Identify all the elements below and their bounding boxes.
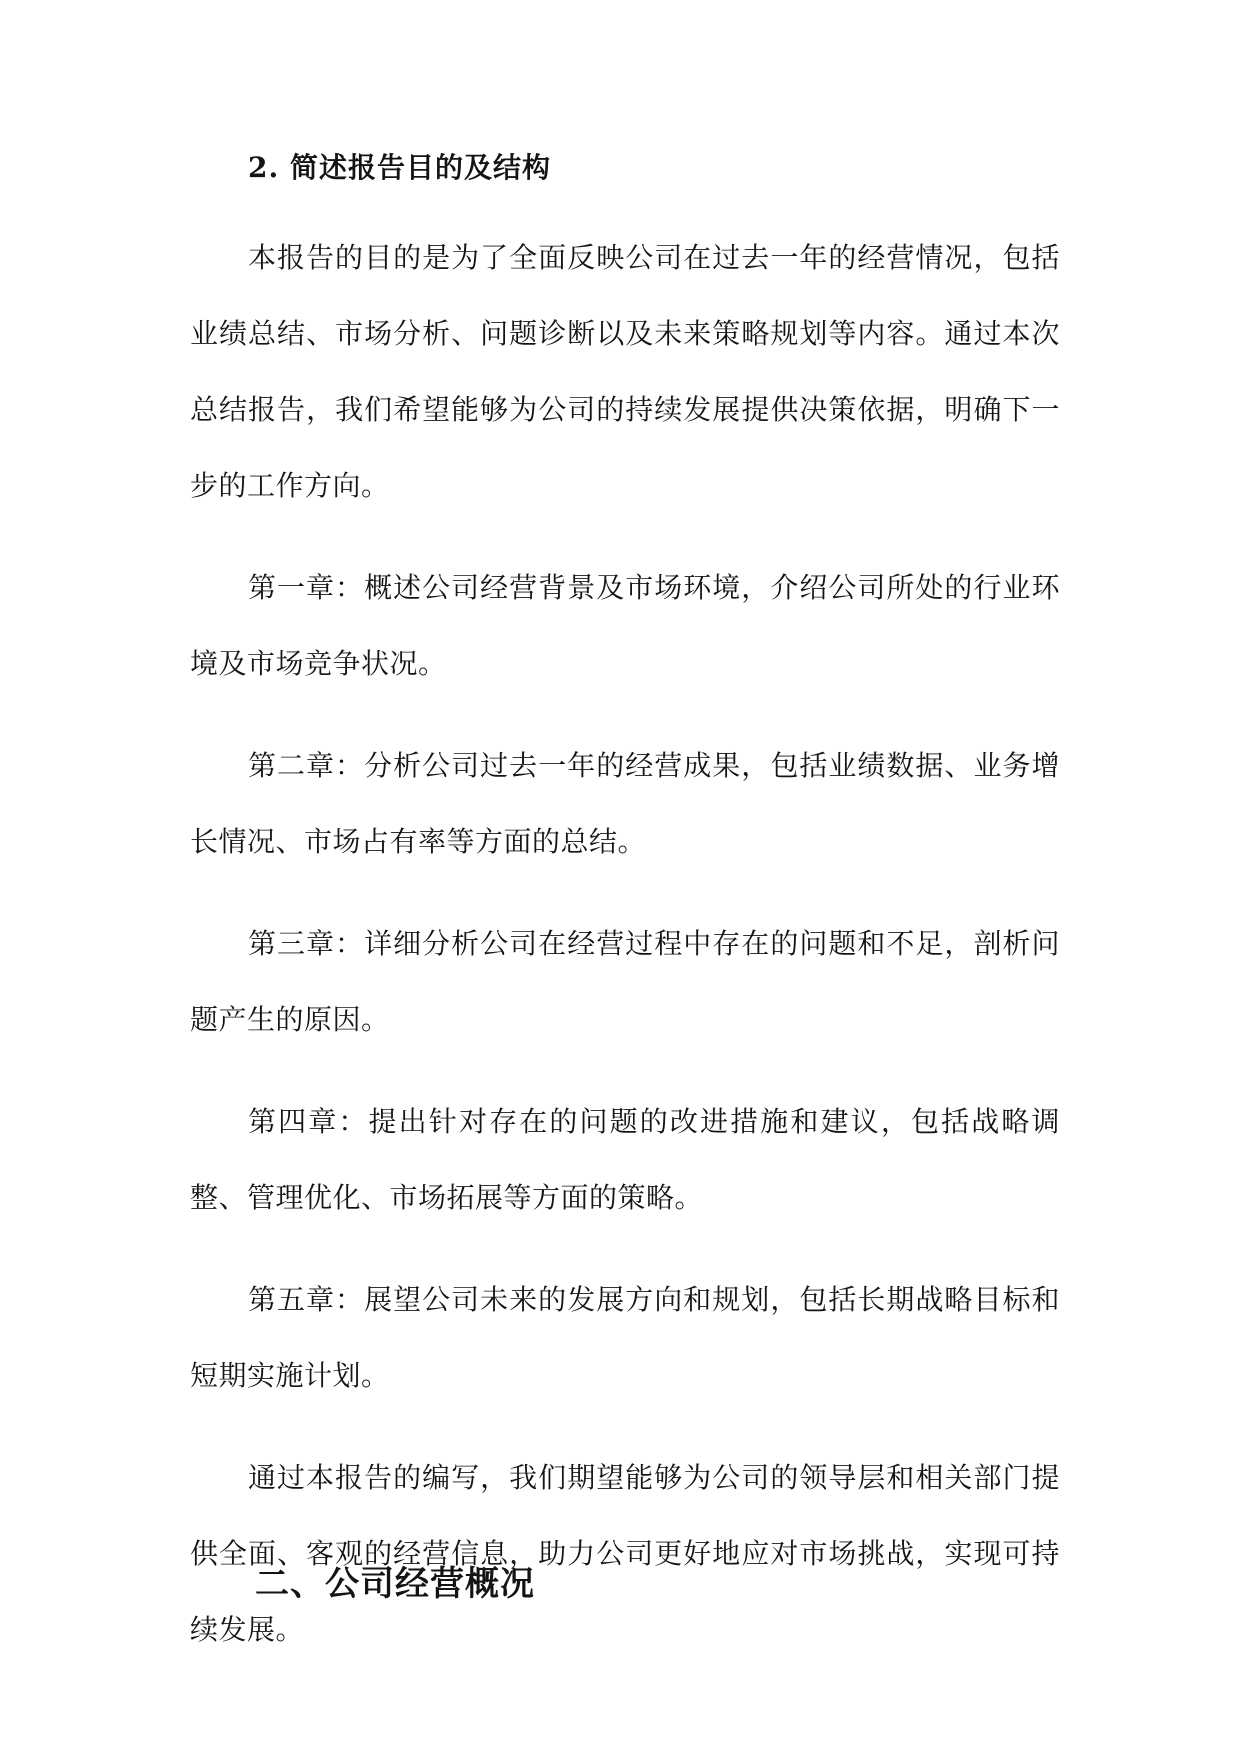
chapter-5-summary: 第五章：展望公司未来的发展方向和规划，包括长期战略目标和短期实施计划。 [190, 1283, 1060, 1392]
document-body [190, 220, 1060, 1694]
chapter-heading: 二、公司经营概况 [255, 1564, 535, 1604]
chapter-1-summary: 第一章：概述公司经营背景及市场环境，介绍公司所处的行业环境及市场竞争状况。 [190, 571, 1060, 680]
chapter-4-summary: 第四章：提出针对存在的问题的改进措施和建议，包括战略调整、管理优化、市场拓展等方面的策略。 [190, 1105, 1060, 1214]
purpose-paragraph: 本报告的目的是为了全面反映公司在过去一年的经营情况，包括业绩总结、市场分析、问题诊断以及未来策略规划等内容。通过本次总结报告，我们希望能够为公司的持续发展提供决策依据，明确下一步的工作方向。 [190, 241, 1060, 502]
chapter-2-summary: 第二章：分析公司过去一年的经营成果，包括业绩数据、业务增长情况、市场占有率等方面的总结。 [190, 749, 1060, 858]
closing-paragraph: 通过本报告的编写，我们期望能够为公司的领导层和相关部门提供全面、客观的经营信息，助力公司更好地应对市场挑战，实现可持续发展。 [190, 1461, 1060, 1646]
section-heading: 2. 简述报告目的及结构 [248, 151, 551, 184]
chapter-3-summary: 第三章：详细分析公司在经营过程中存在的问题和不足，剖析问题产生的原因。 [190, 927, 1060, 1036]
